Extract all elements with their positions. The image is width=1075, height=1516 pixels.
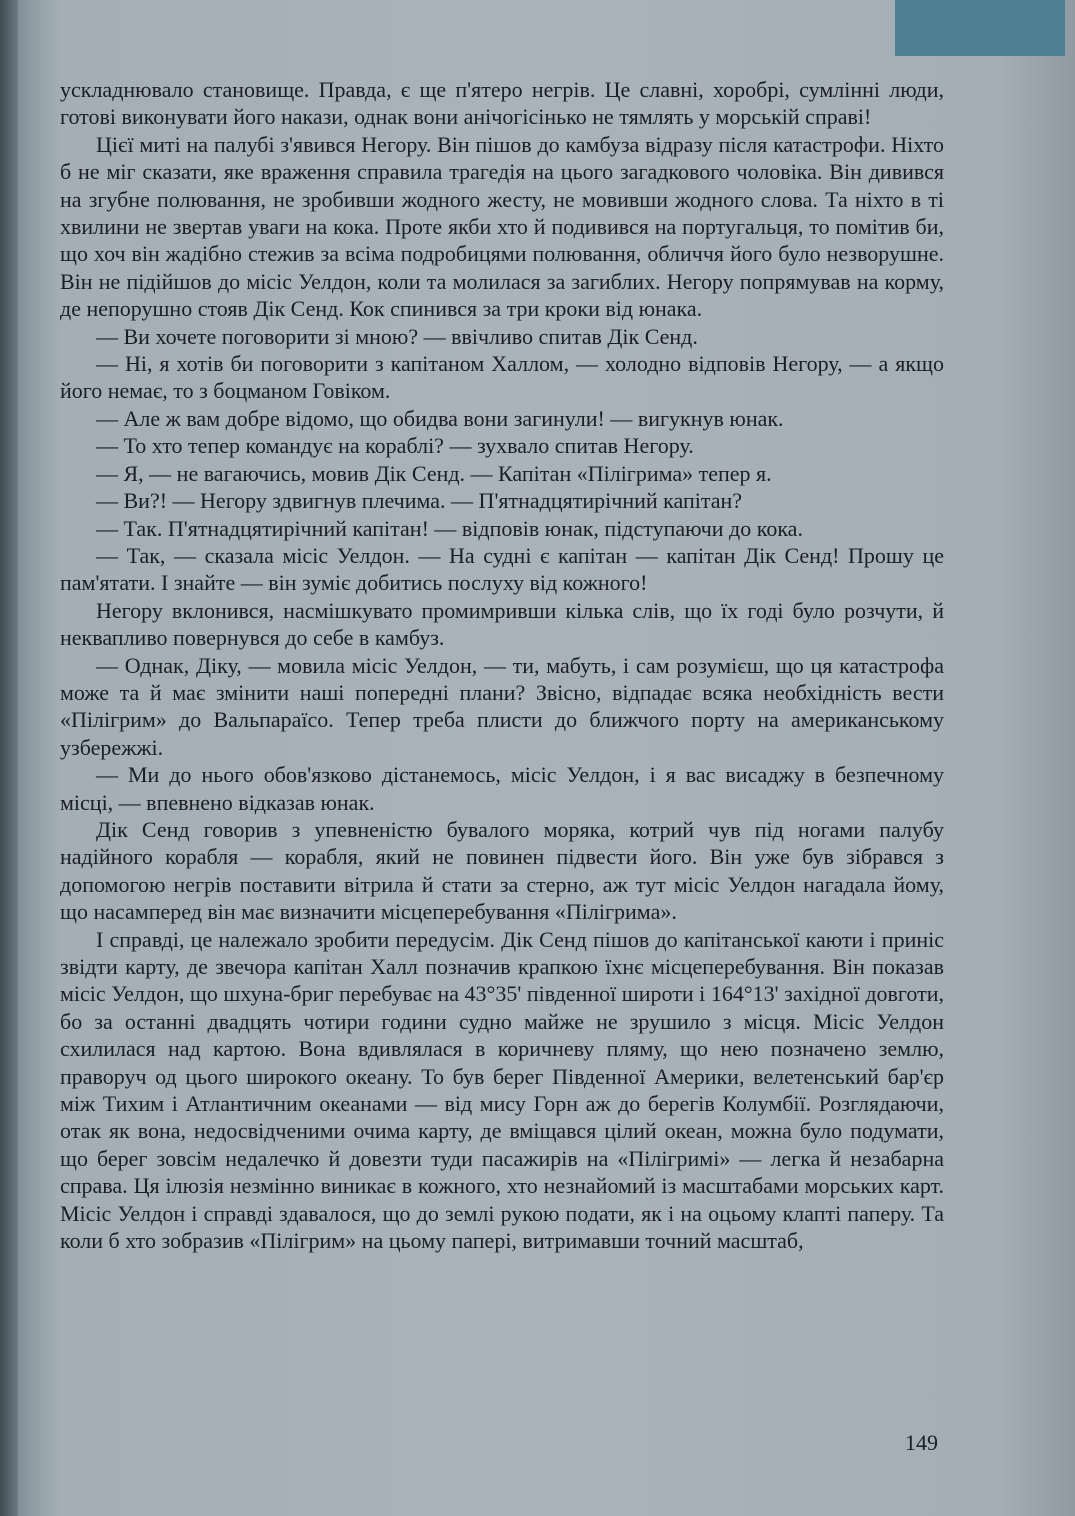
corner-tab xyxy=(895,0,1065,56)
paragraph: — Ви?! — Негору здвигнув плечима. — П'ятнадцятирічний капітан? xyxy=(96,488,743,514)
paragraph: Дік Сенд говорив з упевненістю бувалого моряка, котрий чув під ногами палубу надійного корабля — корабля, який не повинен підвести його. Він уже був зібрався з допомогою негрів поставити вітрила й стати за стерно, аж тут місіс Уелдон нагадала йому, що насамперед він має визначити місцеперебування «Пілігрима». xyxy=(60,816,944,925)
page-number: 149 xyxy=(905,1430,938,1455)
binding-edge xyxy=(0,0,18,1516)
paragraph: — Я, — не вагаючись, мовив Дік Сенд. — Капітан «Пілігрима» тепер я. xyxy=(96,460,772,486)
paragraph: — То хто тепер командує на кораблі? — зухвало спитав Негору. xyxy=(96,433,694,459)
paragraph: — Так, — сказала місіс Уелдон. — На судні є капітан — капітан Дік Сенд! Прошу це пам'ятати. І знайте — він зуміє добитись послуху від кожного! xyxy=(60,542,944,596)
page-text xyxy=(60,76,944,1254)
paragraph: — Ви хочете поговорити зі мною? — ввічливо спитав Дік Сенд. xyxy=(96,323,698,349)
paragraph: — Ми до нього обов'язково дістанемось, місіс Уелдон, і я вас висаджу в безпечному місці, — впевнено відказав юнак. xyxy=(60,762,944,815)
paragraph: — Однак, Діку, — мовила місіс Уелдон, — ти, мабуть, і сам розумієш, що ця катастрофа може та й має змінити наші попередні плани? Звісно, відпадає всяка необхідність вести «Пілігрим» до Вальпараїсо. Тепер треба плисти до ближчого порту на американському узбережжі. xyxy=(60,652,944,760)
paragraph: Негору вклонився, насмішкувато промимривши кілька слів, що їх годі було розчути, й неквапливо повернувся до себе в камбуз. xyxy=(60,597,944,651)
paragraph: — Але ж вам добре відомо, що обидва вони загинули! — вигукнув юнак. xyxy=(96,405,784,431)
paragraph: — Ні, я хотів би поговорити з капітаном Халлом, — холодно відповів Негору, — а якщо його немає, то з боцманом Говіком. xyxy=(60,351,944,404)
paragraph: Цієї миті на палубі з'явився Негору. Він пішов до камбуза відразу після катастрофи. Ніхто б не міг сказати, яке враження справила трагедія на цього загадкового чоловіка. Він дивився на згубне полювання, не зробивши жодного жесту, не мовивши жодного слова. Та ніхто в ті хвилини не звертав уваги на кока. Проте якби хто й подивився на португальця, то помітив би, що хоч він жадібно стежив за всіма подробицями полювання, обличчя його було незворушне. Він не підійшов до місіс Уелдон, коли та молилася за загиблих. Негору попрямував на корму, де непорушно стояв Дік Сенд. Кок спинився за три кроки від юнака. xyxy=(60,131,944,322)
paragraph: ускладнювало становище. Правда, є ще п'ятеро негрів. Це славні, хоробрі, сумлінні люди, готові виконувати його накази, однак вони анічогісінько не тямлять у морській справі! xyxy=(60,77,944,130)
paragraph: І справді, це належало зробити передусім. Дік Сенд пішов до капітанської каюти і приніс звідти карту, де звечора капітан Халл позначив крапкою їхнє місцеперебування. Він показав місіс Уелдон, що шхуна-бриг перебуває на 43°35' південної широти і 164°13' західної довготи, бо за останні двадцять чотири години судно майже не зрушило з місця. Місіс Уелдон схилилася над картою. Вона вдивлялася в коричневу пляму, що нею позначено землю, праворуч од цього широкого океану. То був берег Південної Америки, велетенський бар'єр між Тихим і Атлантичним океанами — від мису Горн аж до берегів Колумбії. Розглядаючи, отак як вона, недосвідченими очима карту, де вміщався цілий океан, можна було подумати, що берег зовсім недалечко й довезти туди пасажирів на «Пілігримі» — легка й незабарна справа. Ця ілюзія незмінно виникає в кожного, хто незнайомий із масштабами морських карт. Місіс Уелдон і справді здавалося, що до землі рукою подати, як і на оцьому клапті паперу. Та коли б хто зобразив «Пілігрим» на цьому папері, витримавши точний масштаб, xyxy=(60,926,944,1254)
paragraph: — Так. П'ятнадцятирічний капітан! — відповів юнак, підступаючи до кока. xyxy=(96,515,803,541)
